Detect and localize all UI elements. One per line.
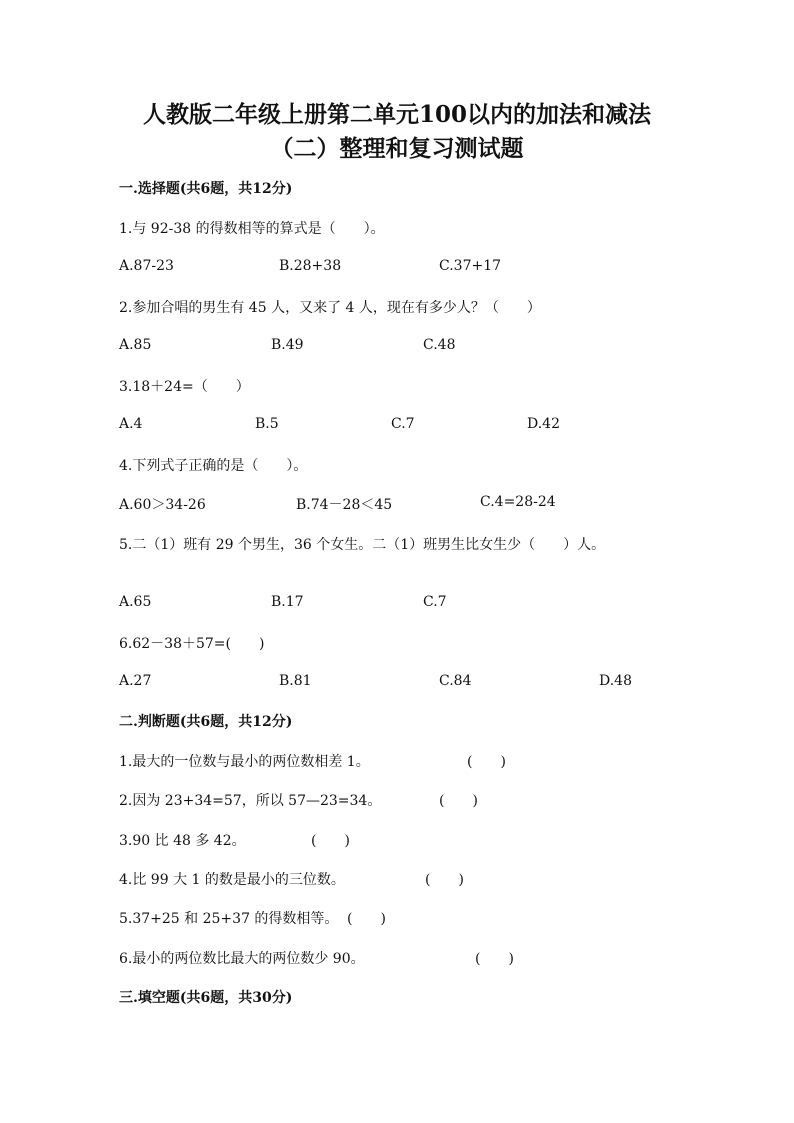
judge-question-6: 6.最小的两位数比最大的两位数少 90。	[119, 951, 365, 967]
question-1-6: 6.62－38＋57=( )	[119, 636, 265, 652]
judge-bracket-5: ( )	[347, 911, 386, 927]
question-1-2: 2.参加合唱的男生有 45 人，又来了 4 人，现在有多少人？（ ）	[119, 300, 541, 316]
page-title-line-1: 人教版二年级上册第二单元100以内的加法和减法	[142, 101, 651, 128]
judge-bracket-4: ( )	[425, 872, 464, 888]
option-1-1-c: C.37+17	[439, 258, 502, 274]
option-1-1-a: A.87-23	[119, 258, 174, 274]
option-1-3-b: B.5	[255, 416, 279, 432]
option-1-2-a: A.85	[119, 337, 152, 353]
judge-question-1: 1.最大的一位数与最小的两位数相差 1。	[119, 754, 370, 770]
option-1-5-c: C.7	[423, 594, 447, 610]
option-1-4-b: B.74－28＜45	[296, 497, 393, 513]
option-1-3-d: D.42	[527, 416, 560, 432]
judge-question-3: 3.90 比 48 多 42。	[119, 833, 246, 849]
question-1-3: 3.18＋24=（ ）	[119, 379, 250, 395]
option-1-5-a: A.65	[119, 594, 152, 610]
option-1-6-c: C.84	[439, 673, 472, 689]
judge-bracket-3: ( )	[311, 833, 350, 849]
judge-bracket-1: ( )	[467, 754, 506, 770]
judge-bracket-6: ( )	[475, 951, 514, 967]
option-1-5-b: B.17	[271, 594, 304, 610]
option-1-6-a: A.27	[119, 673, 152, 689]
question-1-5: 5.二（1）班有 29 个男生，36 个女生。二（1）班男生比女生少（ ）人。	[119, 537, 606, 553]
option-1-2-c: C.48	[423, 337, 456, 353]
option-1-6-d: D.48	[599, 673, 632, 689]
option-1-4-c: C.4=28-24	[480, 494, 556, 510]
option-1-1-b: B.28+38	[279, 258, 342, 274]
section-heading-fill: 三.填空题(共6题，共30分)	[119, 990, 293, 1006]
option-1-2-b: B.49	[271, 337, 304, 353]
page-title-line-2: （二）整理和复习测试题	[270, 135, 524, 162]
option-1-3-c: C.7	[391, 416, 415, 432]
judge-bracket-2: ( )	[439, 793, 478, 809]
judge-question-4: 4.比 99 大 1 的数是最小的三位数。	[119, 872, 345, 888]
option-1-4-a: A.60＞34-26	[119, 497, 206, 513]
judge-question-2: 2.因为 23+34=57，所以 57—23=34。	[119, 793, 382, 809]
option-1-3-a: A.4	[119, 416, 143, 432]
judge-question-5: 5.37+25 和 25+37 的得数相等。	[119, 911, 339, 927]
question-1-4: 4.下列式子正确的是（ ）。	[119, 458, 308, 474]
section-heading-choice: 一.选择题(共6题，共12分)	[119, 181, 293, 197]
section-heading-judgement: 二.判断题(共6题，共12分)	[119, 714, 293, 730]
question-1-1: 1.与 92-38 的得数相等的算式是（ ）。	[119, 221, 385, 237]
option-1-6-b: B.81	[279, 673, 312, 689]
